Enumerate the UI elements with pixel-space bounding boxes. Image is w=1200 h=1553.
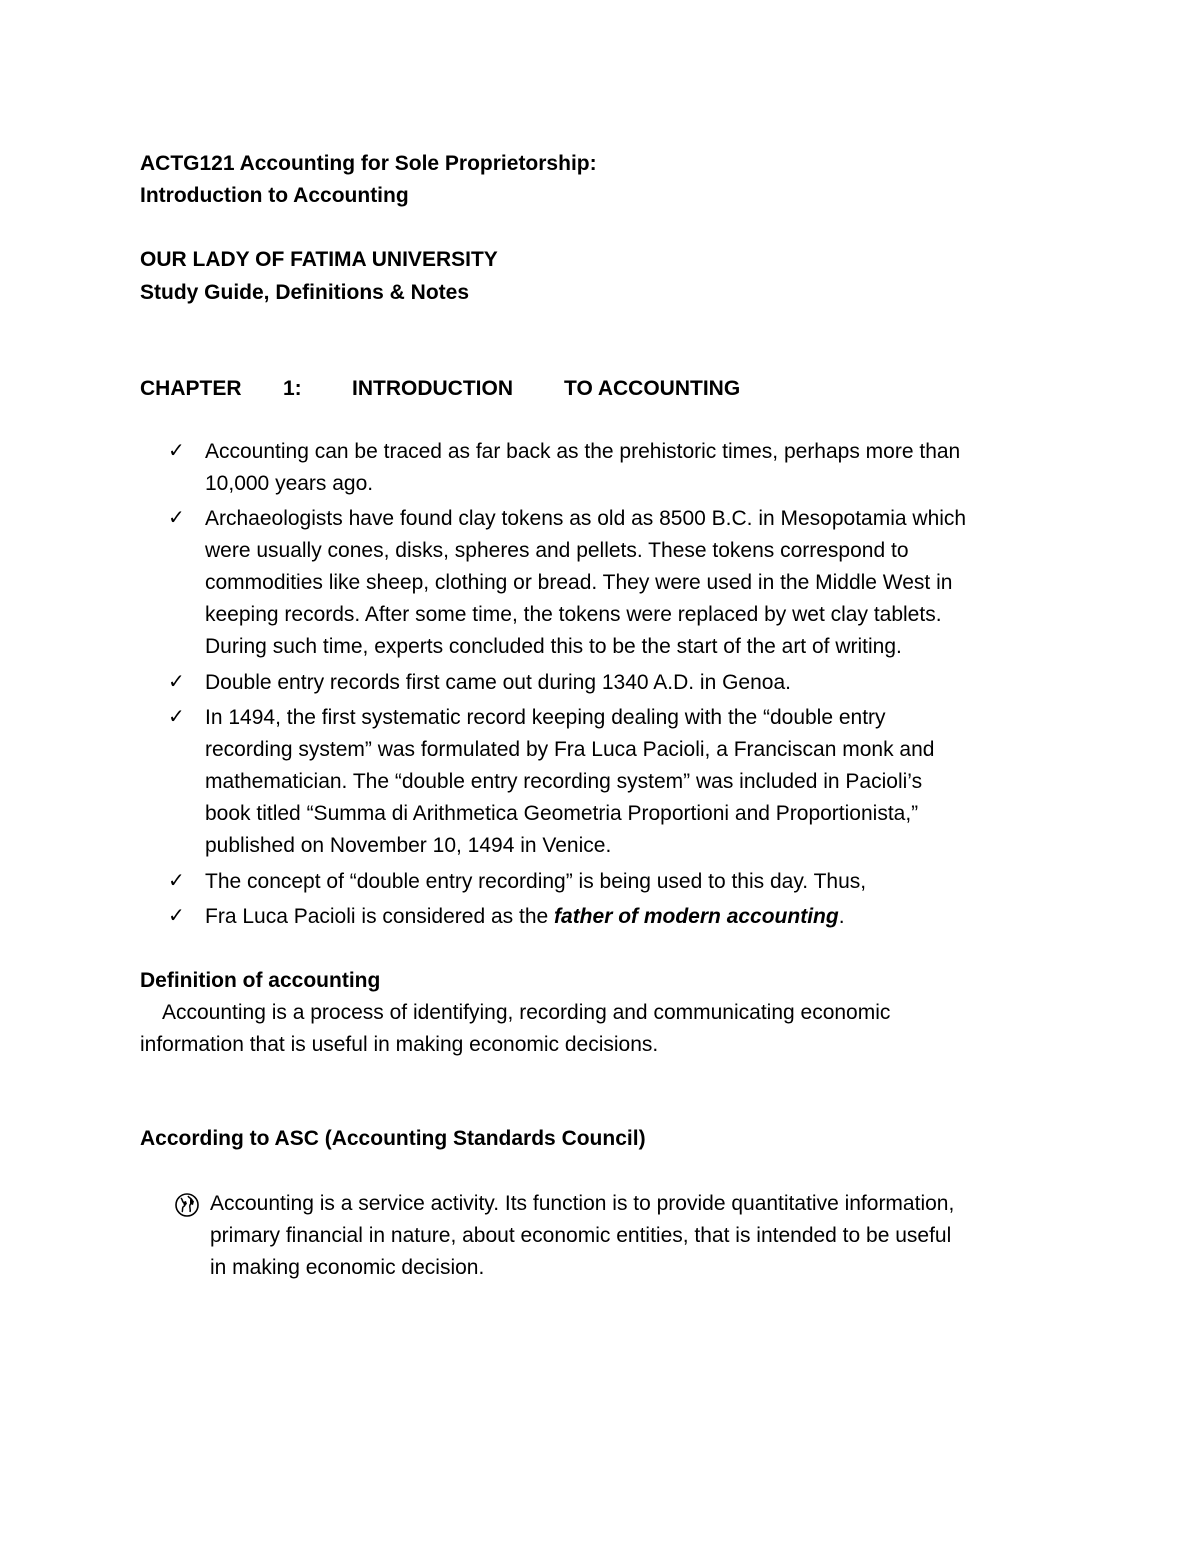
bullet-2-line-3: commodities like sheep, clothing or bread. They were used in the Middle West in <box>205 571 953 594</box>
bullet-2-line-2: were usually cones, disks, spheres and pellets. These tokens correspond to <box>205 539 909 562</box>
asc-line-2: primary financial in nature, about economic entities, that is intended to be useful <box>210 1224 952 1247</box>
bullet-2-line-5: During such time, experts concluded this to be the start of the art of writing. <box>205 635 902 658</box>
bullet-3-line-1: Double entry records first came out during 1340 A.D. in Genoa. <box>205 671 791 694</box>
bullet-4-line-1: In 1494, the first systematic record keeping dealing with the “double entry <box>205 706 886 729</box>
definition-heading: Definition of accounting <box>140 969 381 992</box>
course-title: ACTG121 Accounting for Sole Proprietorship: <box>140 152 597 175</box>
bullet-2-line-4: keeping records. After some time, the tokens were replaced by wet clay tablets. <box>205 603 942 626</box>
bullet-6-line-1 <box>205 901 845 933</box>
university-name: OUR LADY OF FATIMA UNIVERSITY <box>140 248 498 271</box>
definition-line-2: information that is useful in making economic decisions. <box>140 1033 659 1056</box>
checkmark-icon: ✓ <box>168 905 185 927</box>
checkmark-icon: ✓ <box>168 706 185 728</box>
bullet-1-line-2: 10,000 years ago. <box>205 472 374 495</box>
bullet-6-text: Fra Luca Pacioli is considered as the <box>205 905 555 928</box>
asc-heading: According to ASC (Accounting Standards Council) <box>140 1127 646 1150</box>
chapter-title-part1: INTRODUCTION <box>352 377 513 400</box>
chapter-number: 1: <box>283 377 302 400</box>
guide-title: Study Guide, Definitions & Notes <box>140 281 470 304</box>
bullet-5-line-1: The concept of “double entry recording” is being used to this day. Thus, <box>205 870 867 893</box>
bullet-6-emphasis: father of modern accounting <box>554 905 839 928</box>
checkmark-icon: ✓ <box>168 870 185 892</box>
asc-line-1: Accounting is a service activity. Its function is to provide quantitative information, <box>210 1192 955 1215</box>
bullet-2-line-1: Archaeologists have found clay tokens as old as 8500 B.C. in Mesopotamia which <box>205 507 967 530</box>
asc-line-3: in making economic decision. <box>210 1256 485 1279</box>
definition-line-1: Accounting is a process of identifying, recording and communicating economic <box>162 1001 891 1024</box>
globe-icon <box>174 1192 200 1218</box>
bullet-4-line-5: published on November 10, 1494 in Venice. <box>205 834 612 857</box>
chapter-label: CHAPTER <box>140 377 242 400</box>
bullet-4-line-4: book titled “Summa di Arithmetica Geometria Proportioni and Proportionista,” <box>205 802 919 825</box>
chapter-title-part2: TO ACCOUNTING <box>564 377 741 400</box>
bullet-4-line-3: mathematician. The “double entry recording system” was included in Pacioli’s <box>205 770 923 793</box>
course-subtitle: Introduction to Accounting <box>140 184 409 207</box>
checkmark-icon: ✓ <box>168 507 185 529</box>
bullet-1-line-1: Accounting can be traced as far back as the prehistoric times, perhaps more than <box>205 440 961 463</box>
checkmark-icon: ✓ <box>168 671 185 693</box>
bullet-4-line-2: recording system” was formulated by Fra Luca Pacioli, a Franciscan monk and <box>205 738 935 761</box>
checkmark-icon: ✓ <box>168 440 185 462</box>
bullet-6-period: . <box>838 905 845 928</box>
